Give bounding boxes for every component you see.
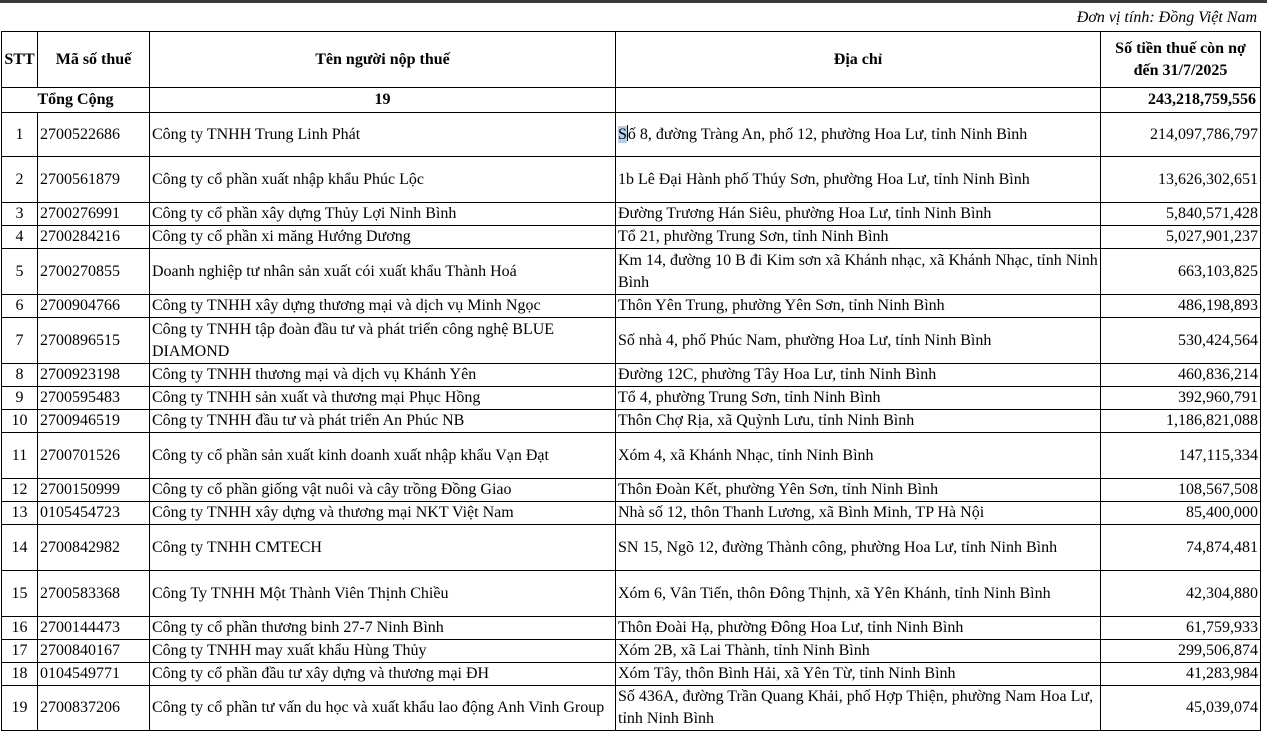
header-stt: STT: [2, 32, 38, 88]
row-tax-code: 2700840167: [38, 640, 150, 663]
row-tax-code: 2700842982: [38, 525, 150, 571]
table-row: [2, 663, 1261, 686]
row-stt: 4: [2, 226, 38, 249]
address-text: Xóm 6, Vân Tiến, thôn Đông Thịnh, xã Yên Khánh, tỉnh Ninh Bình: [618, 584, 1051, 602]
address-text: 1b Lê Đại Hành phố Thúy Sơn, phường Hoa Lư, tỉnh Ninh Bình: [618, 170, 1030, 188]
row-taxpayer-name: Công ty TNHH sản xuất và thương mại Phục Hồng: [150, 387, 616, 410]
address-text: Thôn Chợ Rịa, xã Quỳnh Lưu, tỉnh Ninh Bình: [618, 412, 915, 429]
table-row: [2, 479, 1261, 502]
row-tax-debt-amount: 1,186,821,088: [1101, 410, 1261, 433]
header-row: [2, 32, 1261, 88]
table-row: [2, 203, 1261, 226]
row-taxpayer-name: Công ty cổ phần sản xuất kinh doanh xuất nhập khẩu Vạn Đạt: [150, 433, 616, 479]
row-tax-code: 2700144473: [38, 617, 150, 640]
row-address: [616, 295, 1101, 318]
table-row: [2, 686, 1261, 731]
row-taxpayer-name: Công ty TNHH tập đoàn đầu tư và phát triển công nghệ BLUE DIAMOND: [150, 318, 616, 364]
row-tax-code: 2700270855: [38, 249, 150, 295]
table-row: [2, 295, 1261, 318]
row-stt: 17: [2, 640, 38, 663]
row-tax-debt-amount: 147,115,334: [1101, 433, 1261, 479]
table-row: [2, 571, 1261, 617]
row-taxpayer-name: Công Ty TNHH Một Thành Viên Thịnh Chiều: [150, 571, 616, 617]
row-address: [616, 410, 1101, 433]
address-text: Đường Trương Hán Siêu, phường Hoa Lư, tỉnh Ninh Bình: [618, 205, 992, 222]
row-tax-code: 2700561879: [38, 157, 150, 203]
row-stt: 5: [2, 249, 38, 295]
row-taxpayer-name: Công ty TNHH đầu tư và phát triển An Phúc NB: [150, 410, 616, 433]
row-tax-code: 2700896515: [38, 318, 150, 364]
table-row: [2, 364, 1261, 387]
header-taxpayer-name: Tên người nộp thuế: [150, 32, 616, 88]
row-address: [616, 663, 1101, 686]
selected-text: S: [618, 125, 627, 143]
address-text: Xóm Tây, thôn Bình Hải, xã Yên Từ, tỉnh Ninh Bình: [618, 665, 956, 682]
total-amount: 243,218,759,556: [1101, 88, 1261, 113]
table-row: [2, 410, 1261, 433]
row-taxpayer-name: Công ty TNHH thương mại và dịch vụ Khánh Yên: [150, 364, 616, 387]
row-tax-code: 2700150999: [38, 479, 150, 502]
table-row: [2, 318, 1261, 364]
row-stt: 1: [2, 113, 38, 157]
table-row: [2, 226, 1261, 249]
row-stt: 18: [2, 663, 38, 686]
row-tax-debt-amount: 13,626,302,651: [1101, 157, 1261, 203]
row-tax-debt-amount: 214,097,786,797: [1101, 113, 1261, 157]
row-stt: 14: [2, 525, 38, 571]
row-tax-code: 2700946519: [38, 410, 150, 433]
row-address: [616, 571, 1101, 617]
row-address: [616, 318, 1101, 364]
row-taxpayer-name: Doanh nghiệp tư nhân sản xuất cói xuất khẩu Thành Hoá: [150, 249, 616, 295]
table-row: [2, 249, 1261, 295]
row-tax-code: 2700284216: [38, 226, 150, 249]
row-tax-code: 2700923198: [38, 364, 150, 387]
row-taxpayer-name: Công ty cổ phần thương binh 27-7 Ninh Bình: [150, 617, 616, 640]
row-taxpayer-name: Công ty TNHH CMTECH: [150, 525, 616, 571]
row-address: [616, 203, 1101, 226]
row-stt: 6: [2, 295, 38, 318]
row-tax-debt-amount: 85,400,000: [1101, 502, 1261, 525]
row-taxpayer-name: Công ty TNHH Trung Linh Phát: [150, 113, 616, 157]
address-text: Xóm 2B, xã Lai Thành, tỉnh Ninh Bình: [618, 642, 870, 659]
row-stt: 2: [2, 157, 38, 203]
row-address: [616, 525, 1101, 571]
row-tax-code: 2700583368: [38, 571, 150, 617]
row-address: [616, 387, 1101, 410]
row-stt: 12: [2, 479, 38, 502]
row-tax-debt-amount: 41,283,984: [1101, 663, 1261, 686]
row-stt: 10: [2, 410, 38, 433]
row-tax-code: 0105454723: [38, 502, 150, 525]
row-tax-debt-amount: 42,304,880: [1101, 571, 1261, 617]
address-text: Đường 12C, phường Tây Hoa Lư, tỉnh Ninh Bình: [618, 366, 937, 383]
row-tax-debt-amount: 5,027,901,237: [1101, 226, 1261, 249]
row-address: [616, 226, 1101, 249]
table-row: [2, 113, 1261, 157]
top-border: [0, 0, 1267, 3]
row-address: [616, 364, 1101, 387]
row-stt: 9: [2, 387, 38, 410]
row-address: [616, 113, 1101, 157]
row-address: [616, 479, 1101, 502]
row-stt: 13: [2, 502, 38, 525]
address-text: Thôn Yên Trung, phường Yên Sơn, tỉnh Ninh Bình: [618, 297, 945, 314]
table-row: [2, 387, 1261, 410]
address-text: Số 436A, đường Trần Quang Khải, phố Hợp Thiện, phường Nam Hoa Lư, tỉnh Ninh Bình: [618, 688, 1094, 727]
address-text: Nhà số 12, thôn Thanh Lương, xã Bình Minh, TP Hà Nội: [618, 504, 985, 521]
row-taxpayer-name: Công ty cổ phần xây dựng Thủy Lợi Ninh Bình: [150, 203, 616, 226]
row-tax-debt-amount: 530,424,564: [1101, 318, 1261, 364]
table-row: [2, 640, 1261, 663]
row-address: [616, 617, 1101, 640]
row-taxpayer-name: Công ty cổ phần đầu tư xây dựng và thương mại ĐH: [150, 663, 616, 686]
row-taxpayer-name: Công ty cổ phần xuất nhập khẩu Phúc Lộc: [150, 157, 616, 203]
row-tax-debt-amount: 460,836,214: [1101, 364, 1261, 387]
total-label: Tổng Cộng: [2, 88, 150, 113]
row-tax-debt-amount: 5,840,571,428: [1101, 203, 1261, 226]
row-tax-debt-amount: 299,506,874: [1101, 640, 1261, 663]
table-row: [2, 157, 1261, 203]
row-tax-debt-amount: 61,759,933: [1101, 617, 1261, 640]
address-text: Số nhà 4, phố Phúc Nam, phường Hoa Lư, tỉnh Ninh Bình: [618, 331, 992, 349]
currency-unit-note: Đơn vị tính: Đồng Việt Nam: [1076, 9, 1257, 26]
row-address: [616, 249, 1101, 295]
address-text: Xóm 4, xã Khánh Nhạc, tỉnh Ninh Bình: [618, 446, 874, 464]
row-address: [616, 686, 1101, 731]
row-stt: 11: [2, 433, 38, 479]
row-tax-debt-amount: 45,039,074: [1101, 686, 1261, 731]
address-text: ố 8, đường Tràng An, phố 12, phường Hoa Lư, tỉnh Ninh Bình: [627, 125, 1028, 143]
row-taxpayer-name: Công ty cổ phần xi măng Hướng Dương: [150, 226, 616, 249]
row-stt: 15: [2, 571, 38, 617]
row-taxpayer-name: Công ty cổ phần tư vấn du học và xuất khẩu lao động Anh Vinh Group: [150, 686, 616, 731]
address-text: Thôn Đoài Hạ, phường Đông Hoa Lư, tỉnh Ninh Bình: [618, 619, 964, 636]
row-taxpayer-name: Công ty TNHH may xuất khẩu Hùng Thủy: [150, 640, 616, 663]
address-text: SN 15, Ngõ 12, đường Thành công, phường Hoa Lư, tỉnh Ninh Bình: [618, 538, 1058, 556]
row-address: [616, 433, 1101, 479]
row-tax-debt-amount: 663,103,825: [1101, 249, 1261, 295]
address-text: Tổ 4, phường Trung Sơn, tỉnh Ninh Bình: [618, 389, 881, 406]
row-tax-debt-amount: 74,874,481: [1101, 525, 1261, 571]
row-tax-code: 2700904766: [38, 295, 150, 318]
row-tax-code: 2700837206: [38, 686, 150, 731]
row-taxpayer-name: Công ty cổ phần giống vật nuôi và cây trồng Đồng Giao: [150, 479, 616, 502]
row-tax-code: 2700595483: [38, 387, 150, 410]
row-tax-code: 2700701526: [38, 433, 150, 479]
total-count: 19: [150, 88, 616, 113]
row-address: [616, 502, 1101, 525]
row-stt: 8: [2, 364, 38, 387]
row-address: [616, 157, 1101, 203]
table-row: [2, 525, 1261, 571]
total-row: [2, 88, 1261, 113]
address-text: Km 14, đường 10 B đi Kim sơn xã Khánh nhạc, xã Khánh Nhạc, tỉnh Ninh Bình: [618, 251, 1098, 291]
row-tax-debt-amount: 108,567,508: [1101, 479, 1261, 502]
row-stt: 16: [2, 617, 38, 640]
row-taxpayer-name: Công ty TNHH xây dựng và thương mại NKT Việt Nam: [150, 502, 616, 525]
row-tax-code: 2700276991: [38, 203, 150, 226]
row-tax-code: 2700522686: [38, 113, 150, 157]
row-stt: 3: [2, 203, 38, 226]
header-address: Địa chỉ: [616, 32, 1101, 88]
address-text: Tổ 21, phường Trung Sơn, tỉnh Ninh Bình: [618, 228, 889, 245]
row-tax-debt-amount: 486,198,893: [1101, 295, 1261, 318]
row-tax-code: 0104549771: [38, 663, 150, 686]
row-tax-debt-amount: 392,960,791: [1101, 387, 1261, 410]
table-row: [2, 502, 1261, 525]
total-empty-cell: [616, 88, 1101, 113]
table-row: [2, 617, 1261, 640]
header-tax-debt-amount: Số tiền thuế còn nợ đến 31/7/2025: [1101, 32, 1261, 88]
row-address: [616, 640, 1101, 663]
header-tax-code: Mã số thuế: [38, 32, 150, 88]
row-taxpayer-name: Công ty TNHH xây dựng thương mại và dịch vụ Minh Ngọc: [150, 295, 616, 318]
tax-debt-table: [1, 31, 1261, 731]
address-text: Thôn Đoàn Kết, phường Yên Sơn, tỉnh Ninh Bình: [618, 481, 939, 498]
row-stt: 19: [2, 686, 38, 731]
row-stt: 7: [2, 318, 38, 364]
table-row: [2, 433, 1261, 479]
